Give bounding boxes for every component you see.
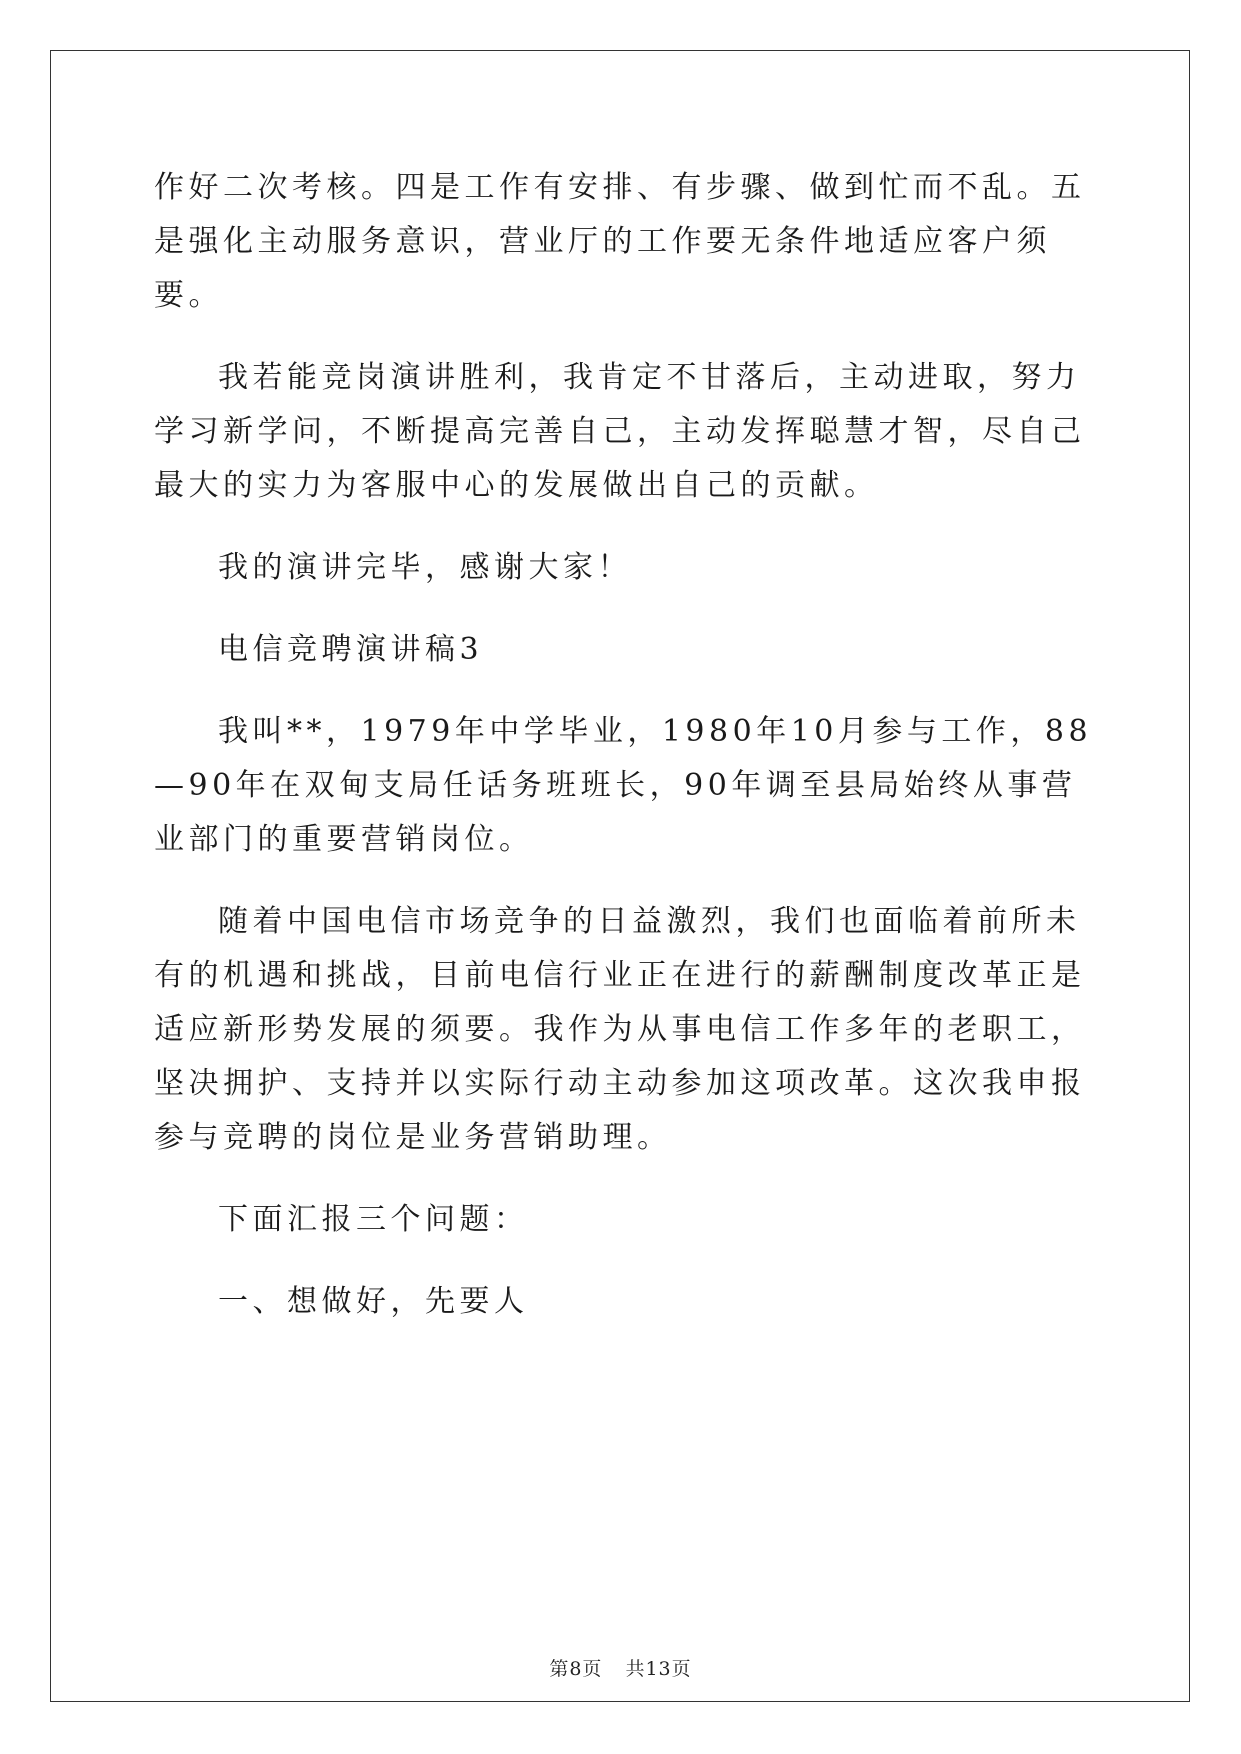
page-number: 第8页 — [549, 1658, 603, 1680]
paragraph: 随着中国电信市场竞争的日益激烈，我们也面临着前所未有的机遇和挑战，目前电信行业正在进行的薪酬制度改革正是适应新形势发展的须要。我作为从事电信工作多年的老职工，坚决拥护、支持并以实际行动主动参加这项改革。这次我申报参与竞聘的岗位是业务营销助理。 — [154, 904, 1086, 1155]
page-footer — [0, 1654, 1241, 1681]
paragraph: 一、想做好，先要人 — [218, 1284, 529, 1319]
paragraph: 我的演讲完毕，感谢大家！ — [218, 550, 632, 585]
page-total: 共13页 — [625, 1658, 692, 1680]
paragraph: 我叫**，1979年中学毕业，1980年10月参与工作，88—90年在双甸支局任话务班班长，90年调至县局始终从事营业部门的重要营销岗位。 — [154, 714, 1093, 857]
section-heading: 电信竞聘演讲稿3 — [218, 632, 484, 667]
paragraph: 下面汇报三个问题： — [218, 1202, 529, 1237]
document-body — [154, 161, 1094, 1357]
paragraph: 作好二次考核。四是工作有安排、有步骤、做到忙而不乱。五是强化主动服务意识，营业厅的工作要无条件地适应客户须要。 — [154, 170, 1086, 313]
paragraph: 我若能竞岗演讲胜利，我肯定不甘落后，主动进取，努力学习新学问，不断提高完善自己，主动发挥聪慧才智，尽自己最大的实力为客服中心的发展做出自己的贡献。 — [154, 360, 1086, 503]
